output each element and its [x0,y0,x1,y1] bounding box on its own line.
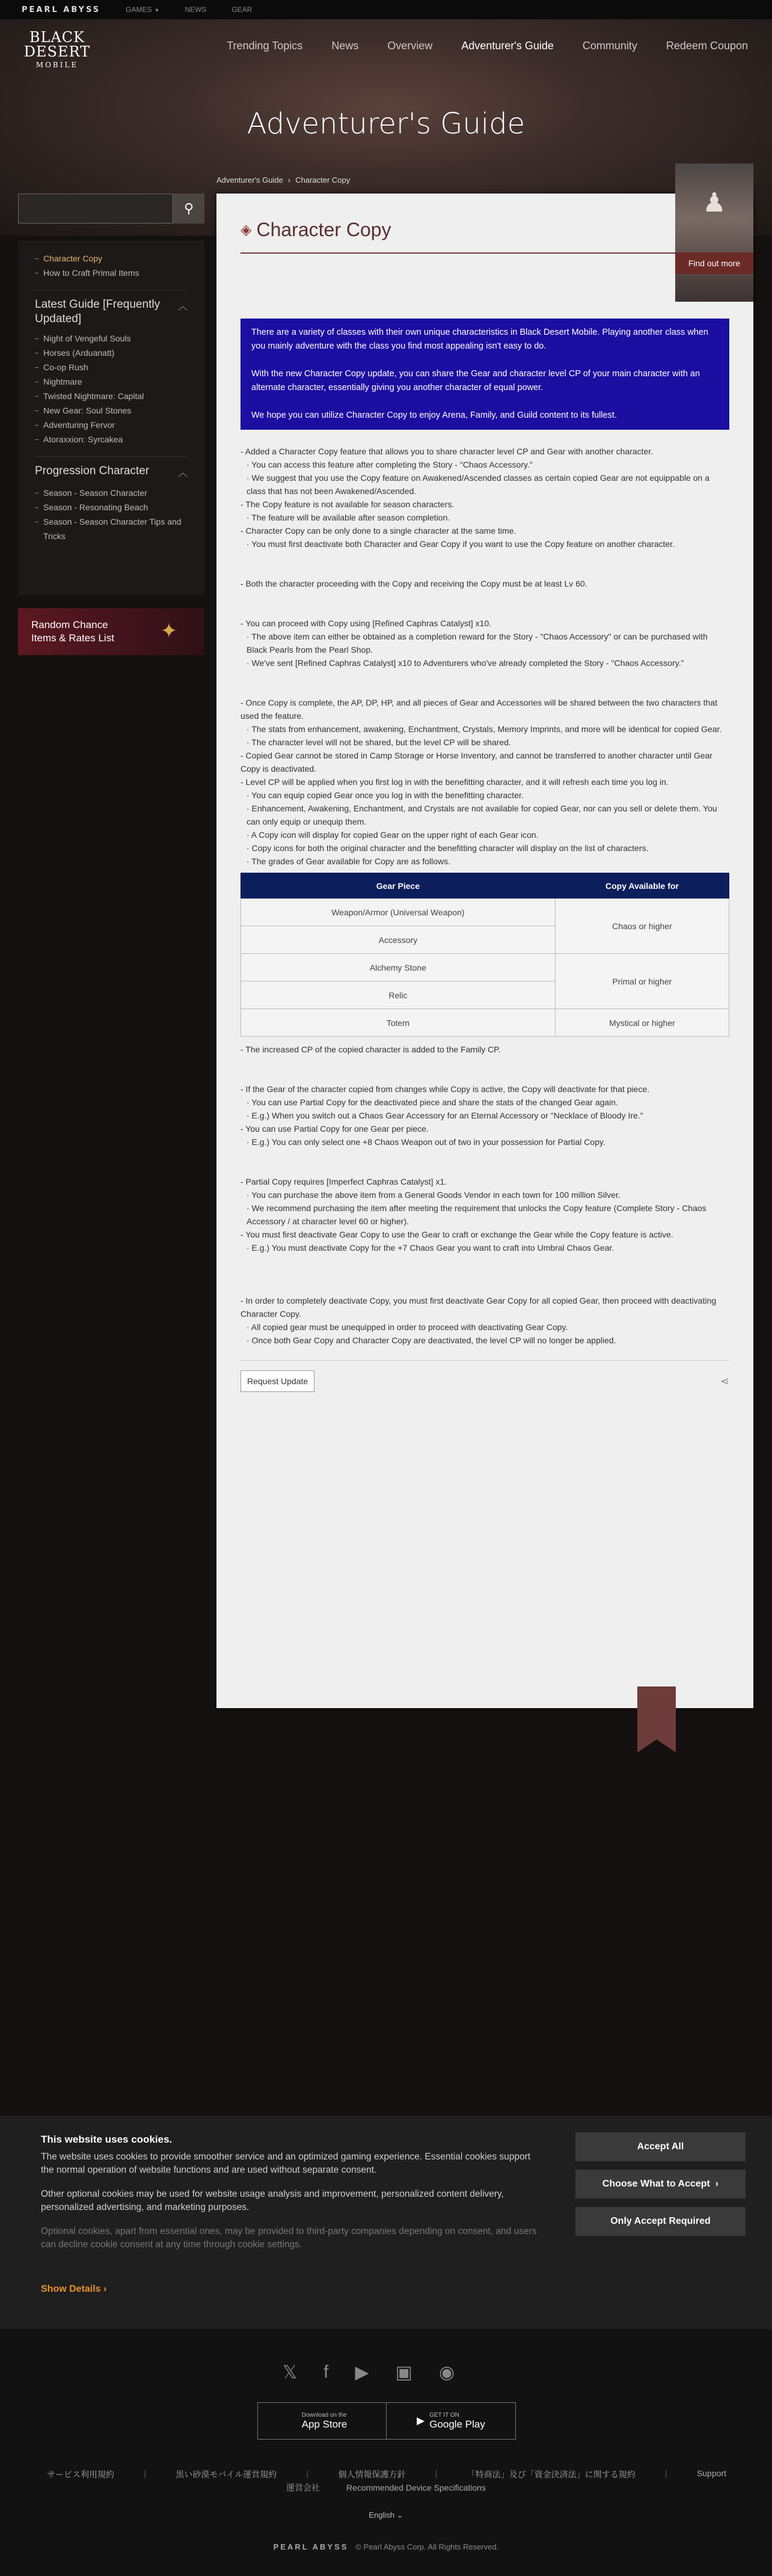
sidebar-item[interactable]: Nightmare [35,374,188,389]
body-line: · E.g.) When you switch out a Chaos Gear Accessory for an Eternal Accessory or "Necklace of Bloody Ire." [247,1111,643,1120]
spacer [240,603,729,617]
sidebar-item[interactable]: Night of Vengeful Souls [35,331,188,346]
sidebar-item[interactable]: How to Craft Primal Items [35,266,188,280]
sidebar [18,240,204,595]
spacer [240,1268,729,1281]
body-line: · We've sent [Refined Caphras Catalyst] x10 to Adventurers who've already completed the Story - "Chaos Accessory." [247,658,684,668]
sidebar-section-progression[interactable]: Progression Character ︿ [35,456,188,481]
sidebar-item[interactable]: Season - Season Character [35,486,188,500]
separator: | [144,2468,146,2478]
social-links [283,2362,455,2383]
article-card [216,188,753,1708]
google-play-button[interactable]: ▶ GET IT ON Google Play [417,2411,485,2430]
spacer [240,683,729,696]
grade-cell: Primal or higher [555,954,729,1009]
separator: | [306,2468,309,2478]
games-menu[interactable]: GAMES ▼ [126,5,160,14]
news-link[interactable]: NEWS [185,5,207,14]
gear-grade-table [240,873,729,1037]
sidebar-item[interactable]: Twisted Nightmare: Capital [35,389,188,403]
cookie-text: Other optional cookies may be used for website usage analysis and improvement, personalized content delivery, personalized advertising, and marketing purposes. [41,2189,504,2212]
body-line: · We suggest that you use the Copy feature on Awakened/Ascended classes as certain copied Gear are not equippable on a class that has not been Awakened/Ascended. [247,473,709,496]
footer-link[interactable]: 黒い砂漠モバイル運営規約 [176,2470,277,2479]
separator: | [665,2468,667,2478]
body-line: · We recommend purchasing the item after meeting the requirement that unlocks the Copy feature (Complete Story - Chaos Accessory / at character level 60 or higher). [247,1203,706,1226]
grade-cell: Chaos or higher [555,899,729,954]
search-bar [18,194,204,224]
twitch-icon[interactable]: ▣ [395,2363,412,2382]
cookie-banner [0,2116,772,2329]
spacer [240,1281,729,1294]
nav-item[interactable]: Redeem Coupon [666,40,748,52]
body-line: · Once both Gear Copy and Character Copy are deactivated, the level CP will no longer be applied. [247,1335,616,1345]
nav-item[interactable]: Community [582,40,637,52]
language-select[interactable]: English ⌄ [369,2510,403,2520]
chevron-right-icon: › [287,175,291,185]
footer-link[interactable]: Recommended Device Specifications [346,2483,486,2492]
body-line: - You can use Partial Copy for one Gear per piece. [240,1124,429,1134]
body-line: · You can equip copied Gear once you log in with the benefitting character. [247,790,524,800]
table-header: Copy Available for [555,873,729,899]
diamond-icon: ◈ [240,222,252,238]
footer-links-secondary [0,2482,772,2494]
spacer [240,564,729,577]
footer-link[interactable]: サービス利用規約 [47,2470,114,2479]
sidebar-section-latest[interactable]: Latest Guide [Frequently Updated] ︿ [35,290,188,326]
intro-notice [240,319,729,430]
search-icon: ⚲ [183,201,194,216]
chevron-down-icon: ⌄ [396,2510,403,2520]
footer-links [47,2468,726,2480]
play-icon: ▶ [417,2415,425,2426]
youtube-icon[interactable]: ▶ [355,2363,369,2382]
sidebar-item[interactable]: Atoraxxion: Syrcakea [35,432,188,447]
dice-icon: ✦ [160,620,178,642]
body-line: - If the Gear of the character copied from changes while Copy is active, the Copy will deactivate for that piece. [240,1084,650,1094]
body-line: - In order to completely deactivate Copy, you must first deactivate Gear Copy for all copied Gear, then proceed with deactivating Character Copy. [240,1296,717,1319]
x-icon[interactable]: 𝕏 [283,2363,298,2382]
store-badges [257,2402,516,2440]
body-line: - Copied Gear cannot be stored in Camp Storage or Horse Inventory, and cannot be transferred to another character until Gear Copy is deactivated. [240,751,712,774]
spacer [240,551,729,564]
body-line: · The stats from enhancement, awakening, Enchantment, Crystals, Memory Imprints, and more will be identical for copied Gear. [247,724,722,734]
cookie-text: Optional cookies, apart from essential ones, may be provided to third-party companies depending on consent, and users can decline cookie consent at any time through cookie settings. [41,2226,537,2250]
table-header: Gear Piece [241,873,556,899]
body-line: · The above item can either be obtained as a completion reward for the Story - "Chaos Accessory" or can be purchased with Black Pearls from the Pearl Shop. [247,632,708,655]
chevron-down-icon: ▼ [154,7,160,13]
gear-piece-cell: Relic [241,981,556,1009]
body-line: - You must first deactivate Gear Copy to use the Gear to craft or exchange the Gear while the Copy feature is active. [240,1230,673,1239]
footer-link[interactable]: 「特商法」及び「資金決済法」に関する規約 [467,2470,636,2479]
search-button[interactable] [173,194,204,224]
body-line: · You can purchase the above item from a General Goods Vendor in each town for 100 million Silver. [247,1190,620,1200]
body-line: · You can access this feature after completing the Story - "Chaos Accessory." [247,460,533,469]
random-chance-banner[interactable]: Random Chance Items & Rates List ✦ [18,608,204,655]
request-update-button[interactable]: Request Update [240,1370,314,1392]
body-line: · You can use Partial Copy for the deactivated piece and share the stats of the changed Gear again. [247,1097,618,1107]
nav-item[interactable]: News [331,40,359,52]
table-row [241,899,729,926]
notice-paragraph: There are a variety of classes with their own unique characteristics in Black Desert Mobile. Playing another class when you mainly adventure with the class you find most appealing isn't easy to do. [251,328,708,351]
spacer [240,590,729,603]
chevron-right-icon: › [715,2179,719,2189]
breadcrumb [216,175,350,185]
facebook-icon[interactable]: f [323,2362,329,2382]
divider [240,1360,729,1361]
cookie-title: This website uses cookies. [41,2134,173,2145]
spacer [240,1149,729,1162]
main-nav [0,19,772,73]
body-line: · All copied gear must be unequipped in order to proceed with deactivating Gear Copy. [247,1322,568,1332]
article-title: ◈ Character Copy [240,219,391,240]
body-line: · E.g.) You must deactivate Copy for the +7 Chaos Gear you want to craft into Umbral Chaos Gear. [247,1243,614,1253]
nav-item[interactable]: Adventurer's Guide [461,40,554,52]
cookie-text: The website uses cookies to provide smoother service and an optimized gaming experience. Essential cookies support the normal operation of website functions and are used without separate consent. [41,2152,531,2175]
choose-accept-button[interactable]: Choose What to Accept › [575,2170,746,2199]
show-details-link[interactable]: Show Details › [41,2284,107,2294]
article-body [240,445,729,1392]
nav-item[interactable]: Trending Topics [227,40,303,52]
body-line: · Enhancement, Awakening, Enchantment, and Crystals are not available for copied Gear, nor can you sell or delete them. You can only equip or unequip them. [247,804,717,826]
footer-link[interactable]: 個人情報保護方針 [338,2470,406,2479]
grade-cell: Mystical or higher [555,1009,729,1037]
app-store-button[interactable]: Download on the App Store [258,2403,387,2439]
gear-piece-cell: Totem [241,1009,556,1037]
article-actions [240,1370,729,1392]
page-hero-title: Adventurer's Guide [247,107,525,141]
body-line: - Once Copy is complete, the AP, DP, HP, and all pieces of Gear and Accessories will be shared between the two characters that used the feature. [240,698,717,721]
body-line: - The increased CP of the copied character is added to the Family CP. [240,1045,501,1054]
top-bar [0,0,772,19]
sidebar-item[interactable]: Horses (Arduanatt) [35,346,188,360]
body-line: · A Copy icon will display for copied Gear on the upper right of each Gear icon. [247,830,539,840]
sidebar-item[interactable]: Character Copy [35,251,188,266]
nav-item[interactable]: Overview [387,40,433,52]
body-line: · E.g.) You can only select one +8 Chaos Weapon out of two in your possession for Partial Copy. [247,1137,605,1147]
sidebar-item[interactable]: Season - Resonating Beach [35,500,188,514]
discord-icon[interactable]: ◉ [438,2363,455,2382]
chevron-right-icon: › [103,2284,107,2294]
search-input[interactable] [18,194,173,224]
footer-link[interactable]: Support [696,2468,726,2478]
body-line: · The character level will not be shared, but the level CP will be shared. [247,737,511,747]
breadcrumb-guide[interactable]: Adventurer's Guide [216,175,283,185]
body-line: - Character Copy can be only done to a single character at the same time. [240,526,516,536]
only-required-button[interactable]: Only Accept Required [575,2207,746,2236]
body-line: · The feature will be available after season completion. [247,513,450,522]
gear-piece-cell: Alchemy Stone [241,954,556,981]
body-line: · You must first deactivate both Character and Gear Copy if you want to use the Copy feature on another character. [247,539,675,549]
table-row [241,954,729,981]
gear-piece-cell: Accessory [241,926,556,954]
gear-link[interactable]: GEAR [231,5,253,14]
table-row [241,1009,729,1037]
character-figure-icon: ♟ [702,188,726,218]
notice-paragraph: We hope you can utilize Character Copy to enjoy Arena, Family, and Guild content to its fullest. [251,411,617,420]
breadcrumb-current[interactable]: Character Copy [295,175,351,185]
sidebar-item[interactable]: Season - Season Character Tips and Tricks [35,514,188,543]
notice-paragraph: With the new Character Copy update, you can share the Gear and character level CP of your main character with an alternate character, essentially giving you another character of equal power. [251,369,700,392]
copyright: PEARL ABYSS © Pearl Abyss Corp. All Rights Reserved. [273,2542,499,2551]
character-illustration [675,163,753,302]
separator: | [435,2468,438,2478]
game-logo[interactable]: BLACK DESERT MOBILE [23,29,91,69]
body-line: · The grades of Gear available for Copy are as follows. [247,856,451,866]
sidebar-item[interactable]: New Gear: Soul Stones [35,403,188,418]
chevron-up-icon: ︿ [177,302,188,312]
sidebar-item[interactable]: Co-op Rush [35,360,188,374]
body-line: - Partial Copy requires [Imperfect Caphras Catalyst] x1. [240,1177,447,1186]
share-icon[interactable]: ⋖ [720,1375,729,1387]
chevron-up-icon: ︿ [177,468,188,478]
body-line: - Level CP will be applied when you first log in with the benefitting character, and it will refresh each time you log in. [240,777,669,787]
footer [0,2329,772,2576]
spacer [240,1069,729,1082]
spacer [240,670,729,683]
body-line: - The Copy feature is not available for season characters. [240,499,455,509]
sidebar-item[interactable]: Adventuring Fervor [35,418,188,432]
nav-menu [227,40,748,52]
spacer [240,1254,729,1268]
pearl-abyss-logo[interactable]: PEARL ABYSS [22,5,101,14]
body-line: - Added a Character Copy feature that allows you to share character level CP and Gear with another character. [240,447,654,456]
footer-link[interactable]: 運営会社 [286,2483,320,2492]
gear-piece-cell: Weapon/Armor (Universal Weapon) [241,899,556,926]
body-line: - You can proceed with Copy using [Refined Caphras Catalyst] x10. [240,618,492,628]
find-out-more-button[interactable]: Find out more [675,252,753,274]
bookmark-ribbon [637,1686,676,1753]
spacer [240,1056,729,1069]
spacer [240,1162,729,1175]
title-divider [240,252,725,254]
body-line: · Copy icons for both the original character and the benefitting character will display on the list of characters. [247,843,649,853]
accept-all-button[interactable]: Accept All [575,2132,746,2161]
body-line: - Both the character proceeding with the Copy and receiving the Copy must be at least Lv 60. [240,579,587,588]
